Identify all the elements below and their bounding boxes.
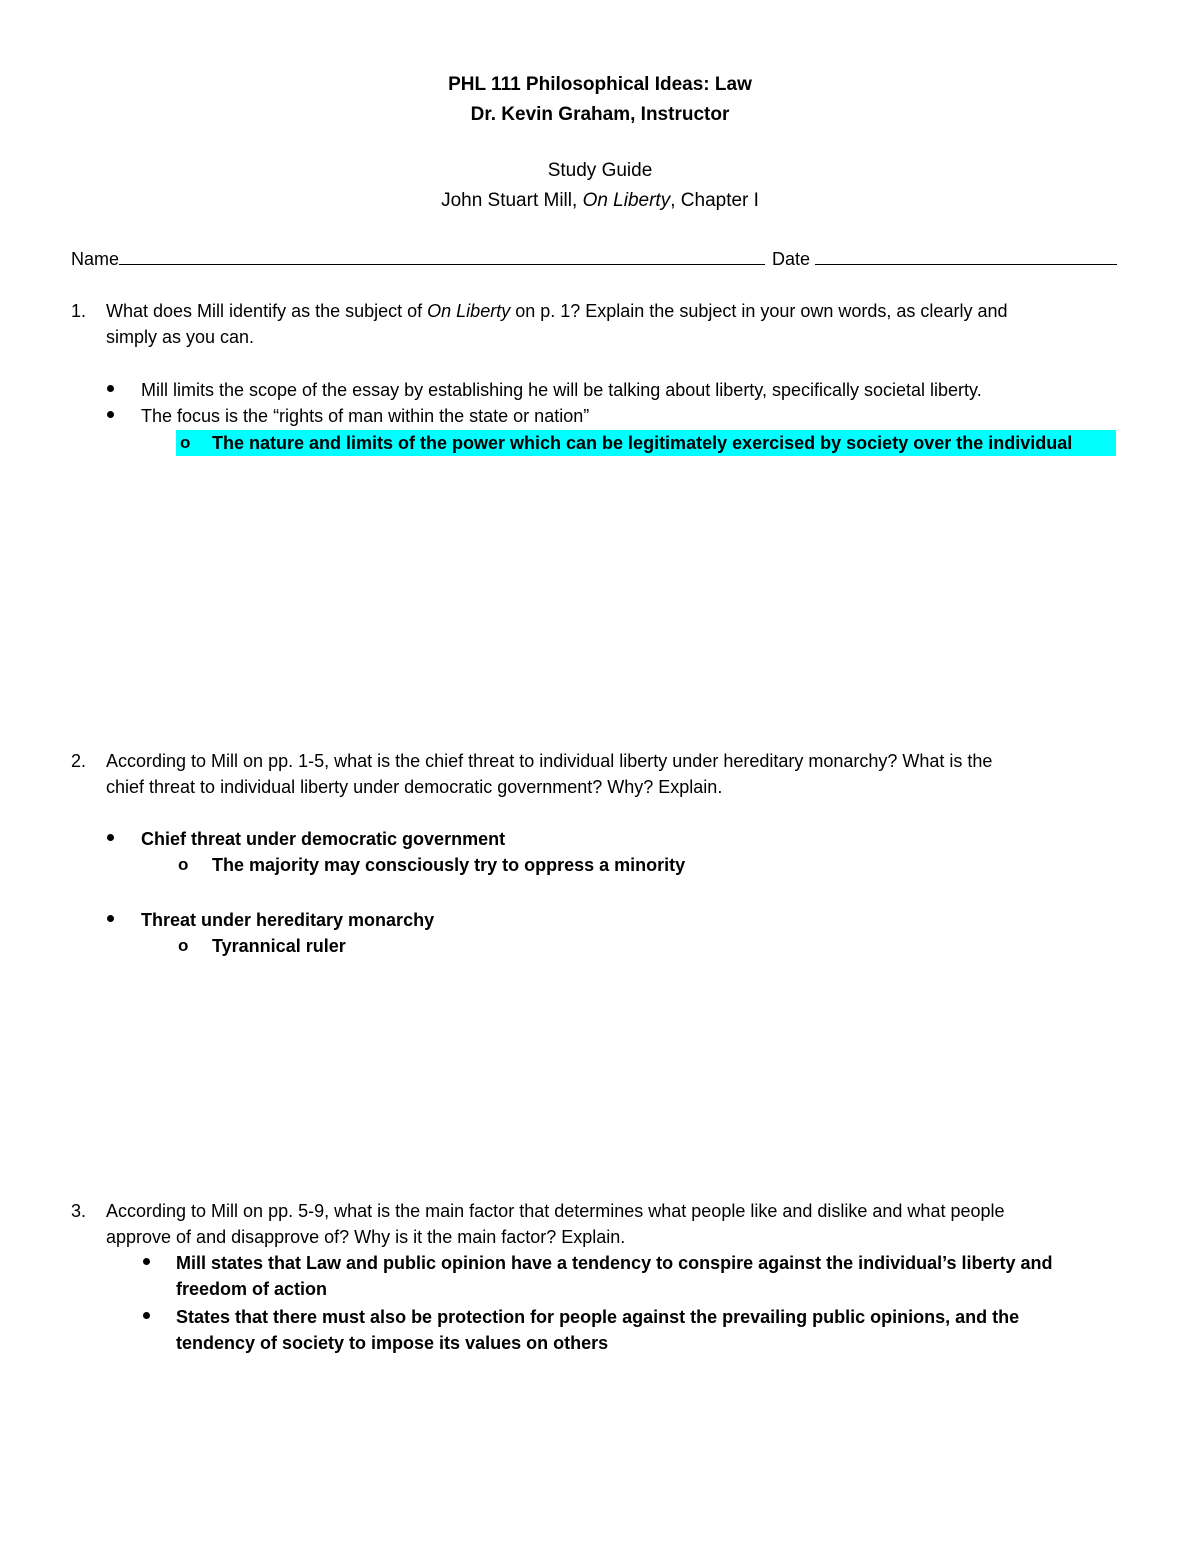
q2-bullet-1: Chief threat under democratic government (141, 829, 506, 849)
q1-sub-answer: The nature and limits of the power which can be legitimately exercised by society over the individual (212, 433, 1073, 453)
q1-text-italic: On Liberty (427, 301, 511, 321)
q3-bullet-2-line-1: States that there must also be protection for people against the prevailing public opinions, and the (176, 1307, 1020, 1327)
date-label: Date (772, 249, 811, 269)
q3-bullet-2 (176, 1304, 1019, 1356)
reading-italic: On Liberty (582, 190, 671, 211)
name-label: Name (71, 249, 120, 269)
q3-bullet-2-line-2: tendency of society to impose its values on others (176, 1333, 609, 1353)
bullet-dot (107, 834, 114, 841)
q3-bullet-1-line-1: Mill states that Law and public opinion have a tendency to conspire against the individual’s liberty and (176, 1253, 1053, 1273)
q2-line-1: According to Mill on pp. 1-5, what is the chief threat to individual liberty under hereditary monarchy? What is the (106, 751, 993, 771)
reading-title (0, 190, 1200, 212)
q1-text-b: on p. 1? Explain the subject in your own words, as clearly and (510, 301, 1008, 321)
question-2-text (106, 748, 992, 800)
q2-line-2: chief threat to individual liberty under democratic government? Why? Explain. (106, 777, 723, 797)
sub-marker: o (178, 936, 189, 955)
q1-bullet-1: Mill limits the scope of the essay by establishing he will be talking about liberty, specifically societal liberty. (141, 380, 982, 400)
reading-pre: John Stuart Mill, (441, 190, 583, 211)
name-field[interactable] (119, 246, 765, 265)
sub-marker: o (180, 433, 191, 452)
course-title: PHL 111 Philosophical Ideas: Law (448, 74, 752, 95)
date-field[interactable] (815, 246, 1117, 265)
q3-line-2: approve of and disapprove of? Why is it the main factor? Explain. (106, 1227, 626, 1247)
reading-post: , Chapter I (670, 190, 759, 211)
bullet-dot (143, 1312, 150, 1319)
q3-bullet-1 (176, 1250, 1052, 1302)
bullet-dot (107, 915, 114, 922)
q1-bullet-2: The focus is the “rights of man within the state or nation” (141, 406, 590, 426)
bullet-dot (107, 411, 114, 418)
q3-bullet-1-line-2: freedom of action (176, 1279, 328, 1299)
question-number: 1. (71, 301, 87, 321)
question-1-text (106, 298, 1007, 350)
bullet-dot (107, 385, 114, 392)
sub-marker: o (178, 855, 189, 874)
q3-line-1: According to Mill on pp. 5-9, what is the main factor that determines what people like and dislike and what people (106, 1201, 1005, 1221)
doc-type: Study Guide (547, 160, 653, 181)
q2-bullet-1-sub: The majority may consciously try to oppress a minority (212, 855, 686, 875)
q1-text-a: What does Mill identify as the subject of (106, 301, 428, 321)
q1-text-c: simply as you can. (106, 327, 255, 347)
name-date-row (71, 246, 1117, 272)
instructor-line: Dr. Kevin Graham, Instructor (470, 104, 730, 125)
question-number: 3. (71, 1201, 87, 1221)
q2-bullet-2-sub: Tyrannical ruler (212, 936, 346, 956)
question-number: 2. (71, 751, 87, 771)
bullet-dot (143, 1258, 150, 1265)
q2-bullet-2: Threat under hereditary monarchy (141, 910, 435, 930)
question-3-text (106, 1198, 1005, 1250)
